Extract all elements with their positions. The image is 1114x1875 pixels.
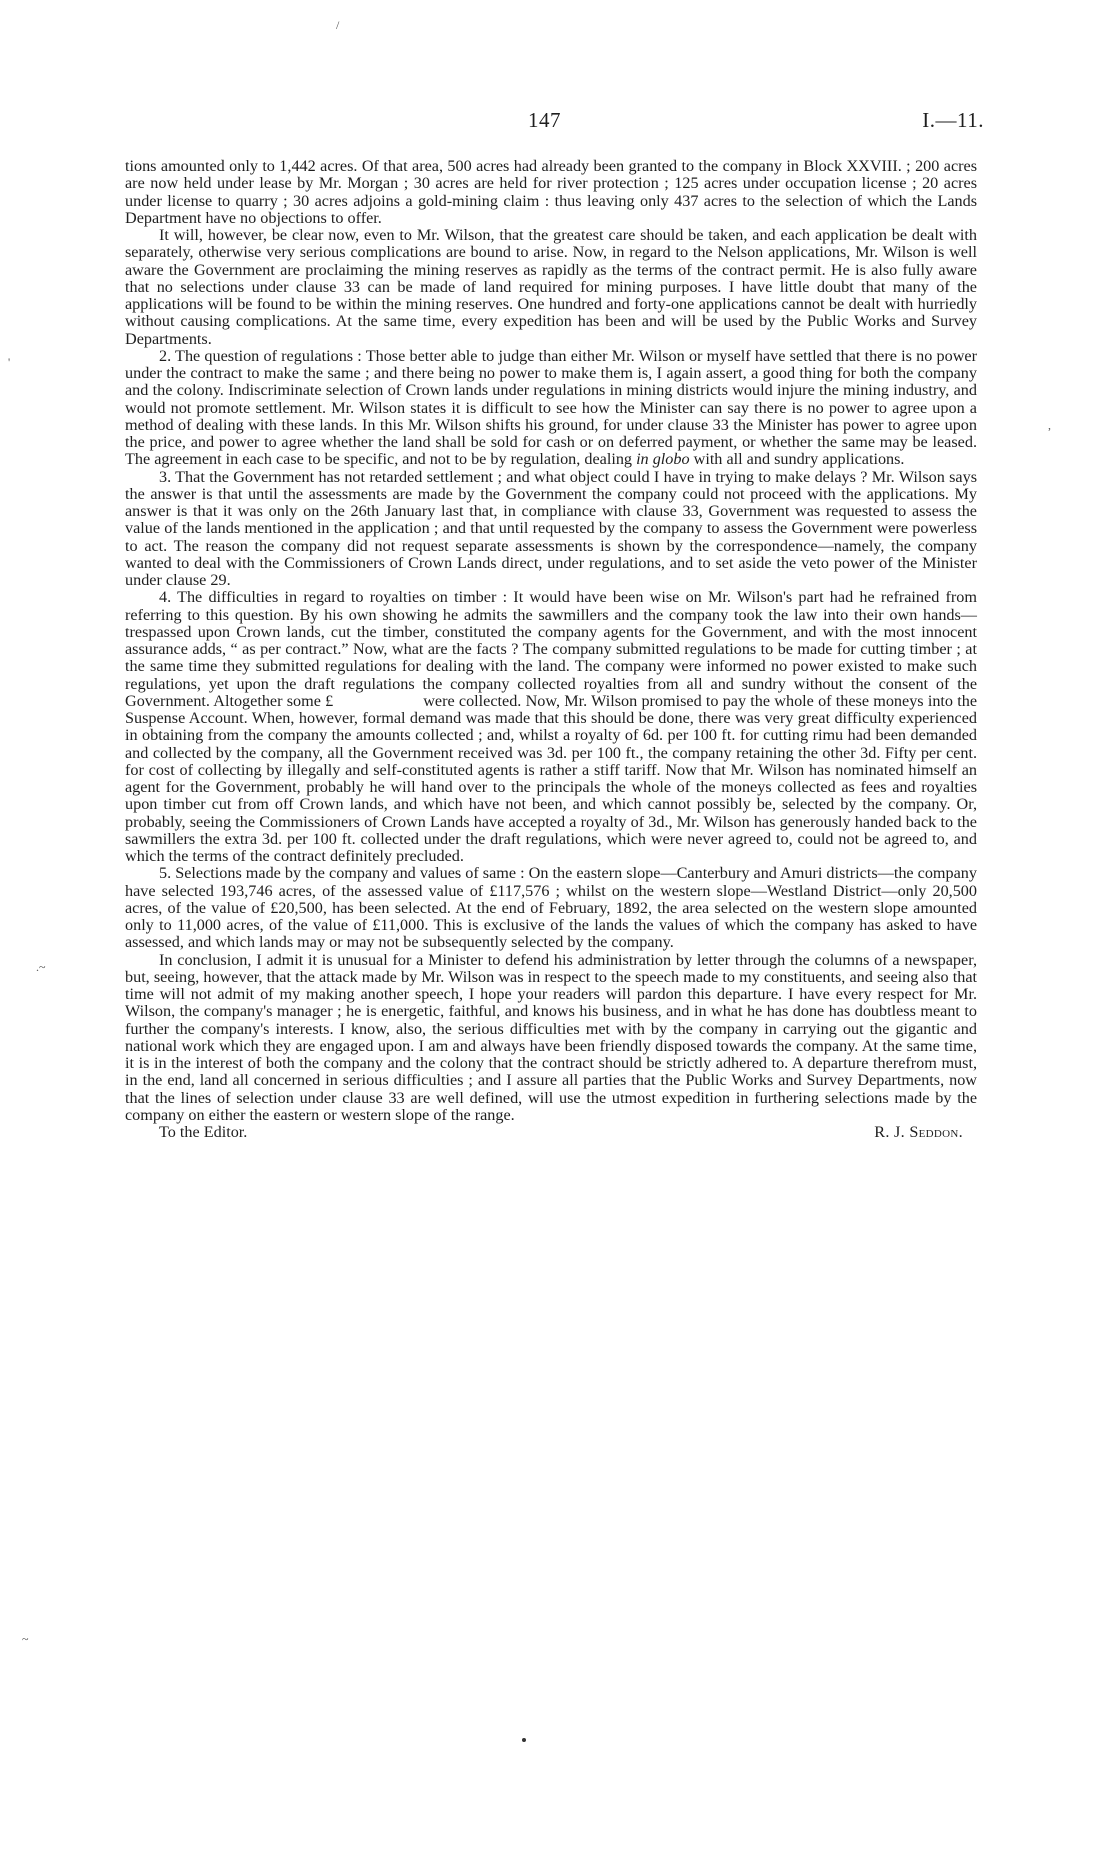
signature: R. J. Seddon. [874,1123,963,1141]
paragraph-timber-part-a: 4. The difficulties in regard to royalties on timber : It would have been wise on Mr. Wilson's part had he refrained from referring to this question. By his own showing he admits the sawmillers and the company took the law into their own hands—trespassed upon Crown lands, cut the timber, constituted the company agents for the Government, and with the most innocent assurance adds, “ as per contract.” Now, what are the facts ? The company submitted regulations to be made for cutting timber ; at the same time they submitted regulations for dealing with the land. The company were informed no power existed to make such regulations, yet upon the draft regulations the company collected royalties from all and sundry without the consent of the Government. Altogether some £ [125,588,977,710]
paragraph-timber-royalties [125,589,977,865]
letter-body [125,158,977,1142]
document-reference: I.—11. [922,108,984,132]
paragraph-selections: 5. Selections made by the company and values of same : On the eastern slope—Canterbury and Amuri districts—the company have selected 193,746 acres, of the assessed value of £117,576 ; whilst on the western slope—Westland District—only 20,500 acres, of the value of £20,500, has been selected. At the end of February, 1892, the area selected on the western slope amounted only to 11,000 acres, of the value of £11,000. This is exclusive of the lands the values of which the company has asked to have assessed, and which lands may or may not be subsequently selected by the company. [125,864,977,952]
paragraph-nelson-applications: It will, however, be clear now, even to Mr. Wilson, that the greatest care should be taken, and each application be dealt with separately, otherwise very serious complications are bound to arise. Now, in regard to the Nelson applications, Mr. Wilson is well aware the Government are proclaiming the mining reserves as rapidly as the terms of the contract permit. He is also fully aware that no selections under clause 33 can be made of land required for mining purposes. I have little doubt that many of the applications will be found to be within the mining reserves. One hundred and forty-one applications cannot be dealt with hurriedly without causing complications. At the same time, every expedition has been and will be used by the Public Works and Survey Departments. [125,226,977,348]
paragraph-timber-part-b: were collected. Now, Mr. Wilson promised to pay the whole of these moneys into the Suspense Account. When, however, formal demand was made that this should be done, there was very great difficulty experienced in obtaining from the company the amounts collected ; and, whilst a royalty of 6d. per 100 ft. for cutting rimu had been demanded and collected by the company, all the Government received was 3d. per 100 ft., the company retaining the other 3d. Fifty per cent. for cost of collecting by illegally and self-constituted agents is rather a stiff tariff. Now that Mr. Wilson has nominated himself an agent for the Government, probably he will hand over to the principals the whole of the moneys collected as fees and royalties upon timber cut from off Crown lands, and which have not been, and which cannot possibly be, selected by the company. Or, probably, seeing the Commissioners of Crown Lands have accepted a royalty of 3d., Mr. Wilson has generously handed back to the sawmillers the extra 3d. per 100 ft. collected under the draft regulations, which were never agreed to, could not be agreed to, and which the terms of the contract definitely precluded. [125,691,977,865]
scan-mark: .~ [36,960,46,974]
signoff-line [125,1124,977,1142]
paragraph-regulations [125,348,977,469]
paragraph-conclusion: In conclusion, I admit it is unusual for a Minister to defend his administration by letter through the columns of a newspaper, but, seeing, however, that the attack made by Mr. Wilson was in respect to the speech made to my constituents, and seeing also that time will not admit of my making another speech, I hope your readers will pardon this departure. I have every respect for Mr. Wilson, the company's manager ; he is energetic, faithful, and knows his business, and in what he has done has doubtless meant to further the company's interests. I know, also, the serious difficulties met with by the company in carrying out the gigantic and national work which they are engaged upon. I am and always have been friendly disposed towards the company. At the same time, it is in the interest of both the company and the colony that the contract should be strictly adhered to. A departure therefrom must, in the end, land all concerned in serious difficulties ; and I assure all parties that the Public Works and Survey Departments, now that the lines of selection under clause 33 are well defined, will use the utmost expedition in furthering selections made by the company on either the eastern or western slope of the range. [125,950,977,1124]
paragraph-settlement: 3. That the Government has not retarded settlement ; and what object could I have in trying to make delays ? Mr. Wilson says the answer is that until the assessments are made by the Government the company could not proceed with the applications. My answer is that it was only on the 26th January last that, in compliance with clause 33, Government was requested to assess the value of the lands mentioned in the application ; and that until requested by the company to assess the Government were powerless to act. The reason the company did not request separate assessments is shown by the correspondence—namely, the company wanted to deal with the Commissioners of Crown Lands direct, under regulations, and to set aside the veto power of the Minister under clause 29. [125,467,977,589]
page-number: 147 [528,108,561,132]
paragraph-regulations-end: with all and sundry applications. [693,450,905,469]
paragraph-continuation: tions amounted only to 1,442 acres. Of that area, 500 acres had already been granted to the company in Block XXVIII. ; 200 acres are now held under lease by Mr. Morgan ; 30 acres are held for river protection ; 125 acres under occupation license ; 20 acres under license to quarry ; 30 acres adjoins a gold-mining claim : thus leaving only 437 acres to the selection of which the Lands Department have no objections to offer. [125,157,977,227]
addressee: To the Editor. [159,1123,248,1141]
scan-mark: / [336,18,340,32]
latin-phrase: in globo [636,450,690,469]
page-header [0,108,1114,138]
paragraph-regulations-text: 2. The question of regulations : Those better able to judge than either Mr. Wilson or myself have settled that there is no power under the contract to make the same ; and there being no power to make them is, I again assert, a good thing for both the company and the colony. Indiscriminate selection of Crown lands under regulations in mining districts would injure the mining industry, and would not promote settlement. Mr. Wilson states it is difficult to see how the Minister can say there is no power to agree upon a method of dealing with these lands. In this Mr. Wilson shifts his ground, for under clause 33 the Minister has power to agree upon the price, and power to agree whether the land shall be sold for cash or on deferred payment, or whether the same may be leased. The agreement in each case to be specific, and not to be by regulation, dealing [125,346,977,469]
scan-mark: , [1048,418,1051,432]
scan-mark: ~ [22,1632,29,1646]
scan-mark: ' [8,355,11,369]
page-dot [522,1738,526,1742]
